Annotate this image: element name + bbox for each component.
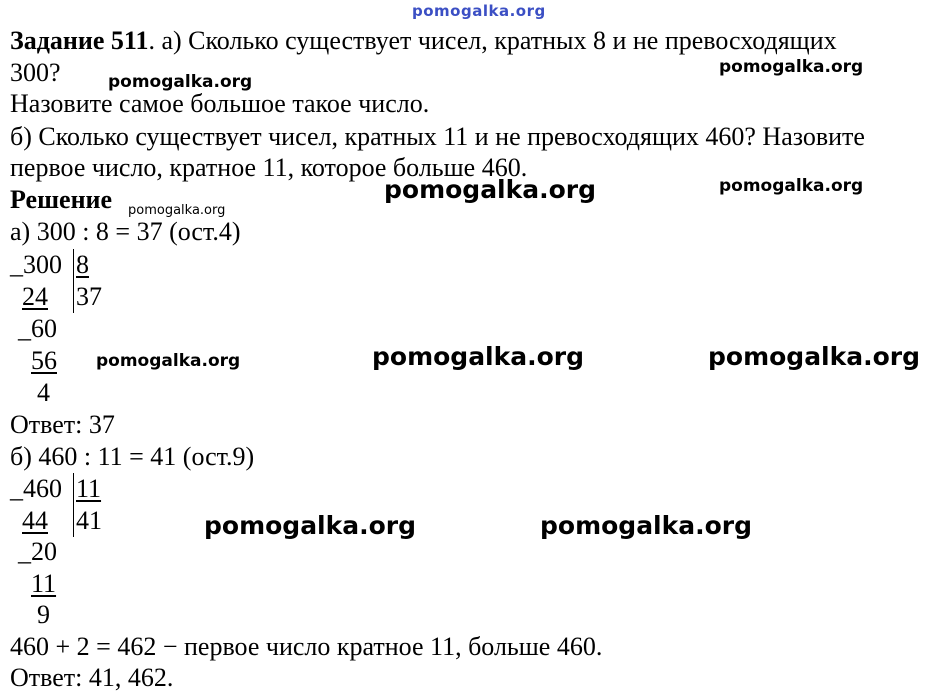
quotient: 41 [73,505,102,537]
dividend: 460 [23,474,62,503]
quotient: 37 [73,281,102,313]
subtrahend-1: 24 [22,282,48,311]
remainder: 9 [37,600,50,629]
solution-a-answer: Ответ: 37 [10,410,115,439]
partial-dividend: 60 [31,314,57,343]
subtrahend-2: 11 [31,569,57,598]
task-line-4: б) Сколько существует чисел, кратных 11 и не превосходящих 460? Назовите [10,122,865,151]
watermark: pomogalka.org [719,176,864,196]
solution-b-line: 460 + 2 = 462 − первое число кратное 11, больше 460. [10,632,603,661]
task-line-3: Назовите самое большое такое число. [10,89,430,118]
watermark: pomogalka.org [708,342,921,371]
solution-heading: Решение [10,185,113,214]
watermark: pomogalka.org [372,342,585,371]
watermark: pomogalka.org [108,72,253,92]
task-label: Задание 511 [10,26,149,55]
watermark: pomogalka.org [96,351,241,371]
remainder: 4 [37,378,50,407]
partial-dividend: 20 [31,537,57,566]
watermark: pomogalka.org [204,511,417,540]
minus-sign: _ [18,537,31,566]
minus-sign: _ [18,314,31,343]
task-line-1 [10,25,837,57]
minus-sign: _ [10,250,23,279]
subtrahend-1: 44 [22,506,48,535]
solution-b-answer: Ответ: 41, 462. [10,663,174,692]
watermark: pomogalka.org [719,57,864,77]
dividend: 300 [23,250,62,279]
task-line-5: первое число, кратное 11, которое больше 460. [10,153,528,182]
task-text-a: . а) Сколько существует чисел, кратных 8 и не превосходящих [148,26,837,55]
header-watermark: pomogalka.org [412,2,546,20]
divisor: 8 [73,249,103,281]
divisor: 11 [73,473,103,505]
watermark: pomogalka.org [128,203,226,218]
division-a-row3 [18,313,57,345]
division-a-row1 [10,249,62,281]
division-b-row3 [18,536,57,568]
task-line-2: 300? [10,58,61,87]
minus-sign: _ [10,474,23,503]
watermark: pomogalka.org [384,175,597,204]
subtrahend-2: 56 [31,346,57,375]
watermark: pomogalka.org [540,511,753,540]
solution-b-equation: б) 460 : 11 = 41 (ост.9) [10,442,255,471]
division-b-row1 [10,473,62,505]
solution-a-equation: а) 300 : 8 = 37 (ост.4) [10,217,241,246]
